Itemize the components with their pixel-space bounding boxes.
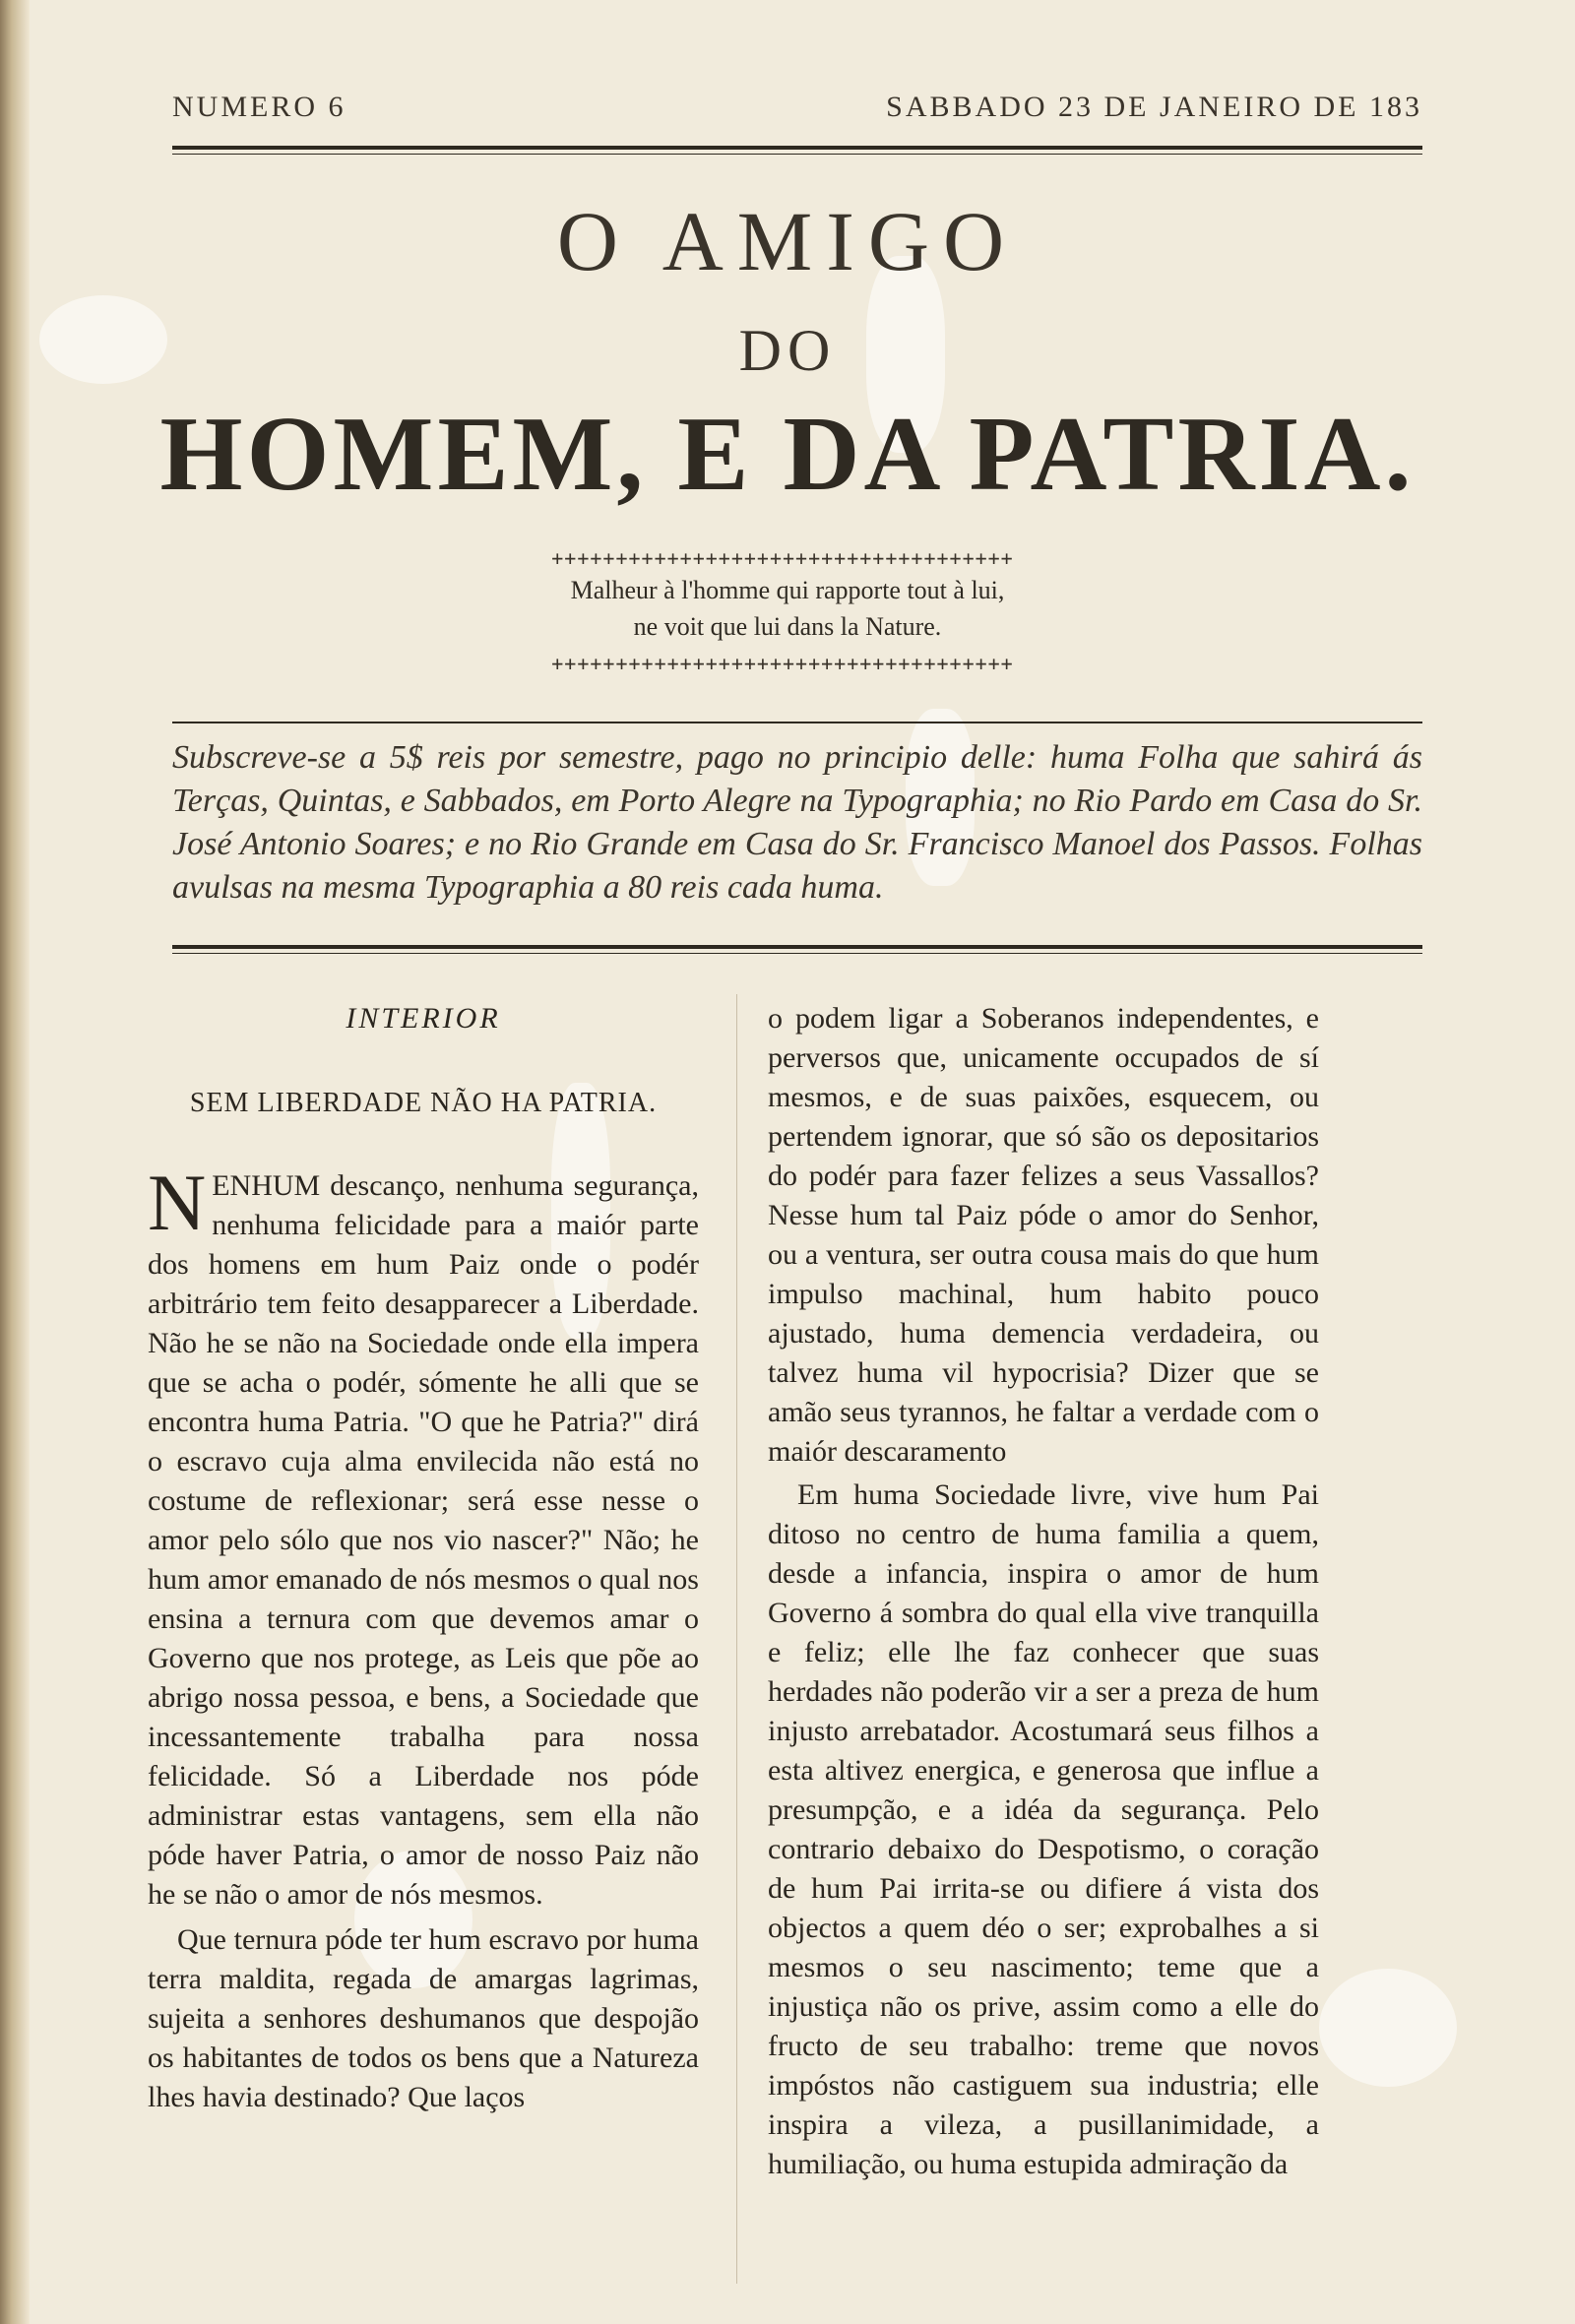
drop-cap: N xyxy=(148,1158,207,1247)
paper-stain xyxy=(1319,1969,1457,2087)
subscription-rule-top xyxy=(172,722,1422,723)
title-line-3: HOMEM, E DA PATRIA. xyxy=(159,396,1416,513)
issue-date: SABBADO 23 DE JANEIRO DE 183 xyxy=(886,91,1422,123)
issue-number: NUMERO 6 xyxy=(172,91,346,123)
article-headline: SEM LIBERDADE NÃO HA PATRIA. xyxy=(189,1088,658,1118)
subscription-rule-bottom xyxy=(172,945,1422,949)
article-paragraph: Que ternura póde ter hum escravo por huma terra maldita, regada de amargas lagrimas, sujeita a senhores deshumanos que despojão os habitantes de todos os bens que a Natureza lhes havia destinado? Que laços xyxy=(148,1923,699,2113)
motto-line-2: ne voit que lui dans la Nature. xyxy=(633,612,942,641)
subscription-rule-bottom-thin xyxy=(172,953,1422,954)
masthead-rule xyxy=(172,146,1422,150)
column-divider xyxy=(736,994,737,2284)
masthead-rule-thin xyxy=(172,154,1422,155)
ornament-row-top: ++++++++++++++++++++++++++++++++++++ xyxy=(551,546,1014,570)
right-column xyxy=(768,999,1319,2184)
title-line-2: DO xyxy=(738,318,837,383)
article-paragraph: Em huma Sociedade livre, vive hum Pai ditoso no centro de huma familia a quem, desde a infancia, inspira o amor de hum Governo á sombra do qual ella vive tranquilla e feliz; elle lhe faz conhecer que suas herdades não poderão vir a ser a preza de hum injusto arrebatador. Acostumará seus filhos a esta altivez energica, e generosa que influe a presumpção, e a idéa da segurança. Pelo contrario debaixo do Despotismo, o coração de hum Pai irrita-se ou difiere á vista dos objectos a quem déo o ser; exprobalhes a si mesmos o seu nascimento; teme que a injustiça não os prive, assim como a elle do fructo de seu trabalho: treme que novos impóstos não castiguem sua industria; elle inspira a vileza, a pusillanimidade, a humiliação, ou huma estupida admiração da xyxy=(768,1478,1319,2180)
subscription-notice: Subscreve-se a 5$ reis por semestre, pago no principio delle: huma Folha que sahirá ás Terças, Quintas, e Sabbados, em Porto Alegre na Typographia; no Rio Pardo em Casa do Sr. José Antonio Soares; e no Rio Grande em Casa do Sr. Francisco Manoel dos Passos. Folhas avulsas na mesma Typographia a 80 reis cada huma. xyxy=(172,739,1422,906)
section-heading: INTERIOR xyxy=(346,1002,501,1035)
motto-line-1: Malheur à l'homme qui rapporte tout à lui, xyxy=(570,576,1005,604)
paragraph-text: ENHUM descanço, nenhuma segurança, nenhuma felicidade para a maiór parte dos homens em hum Paiz onde o podér arbitrário tem feito desapparecer a Liberdade. Não he se não na Sociedade onde ella impera que se acha o podér, sómente he alli que se encontra huma Patria. "O que he Patria?" dirá o escravo cuja alma envilecida não está no costume de reflexionar; será esse nesse o amor pelo sólo que nos vio nascer?" Não; he hum amor emanado de nós mesmos o qual nos ensina a ternura com que devemos amar o Governo que nos protege, as Leis que põe ao abrigo nossa pessoa, e bens, a Sociedade que incessantemente trabalha para nossa felicidade. Só a Liberdade nos póde administrar estas vantagens, sem ella não póde haver Patria, o amor de nosso Paiz não he se não o amor de nós mesmos. xyxy=(148,1169,699,1911)
article-paragraph: o podem ligar a Soberanos independentes, e perversos que, unicamente occupados de sí mesmos, e de suas paixões, esquecem, ou pertendem ignorar, que só são os depositarios do podér para fazer felizes a seus Vassallos? Nesse hum tal Paiz póde o amor do Senhor, ou a ventura, ser outra cousa mais do que hum impulso machinal, hum habito pouco ajustado, huma demencia verdadeira, ou talvez huma vil hypocrisia? Dizer que se amão seus tyrannos, he faltar a verdade com o maiór descaramento xyxy=(768,1002,1319,1468)
title-line-1: O AMIGO xyxy=(556,194,1019,288)
article-paragraph xyxy=(148,1158,699,1915)
left-column xyxy=(148,999,699,2117)
masthead-row xyxy=(172,91,1422,124)
ornament-row-bottom: ++++++++++++++++++++++++++++++++++++ xyxy=(551,652,1014,675)
